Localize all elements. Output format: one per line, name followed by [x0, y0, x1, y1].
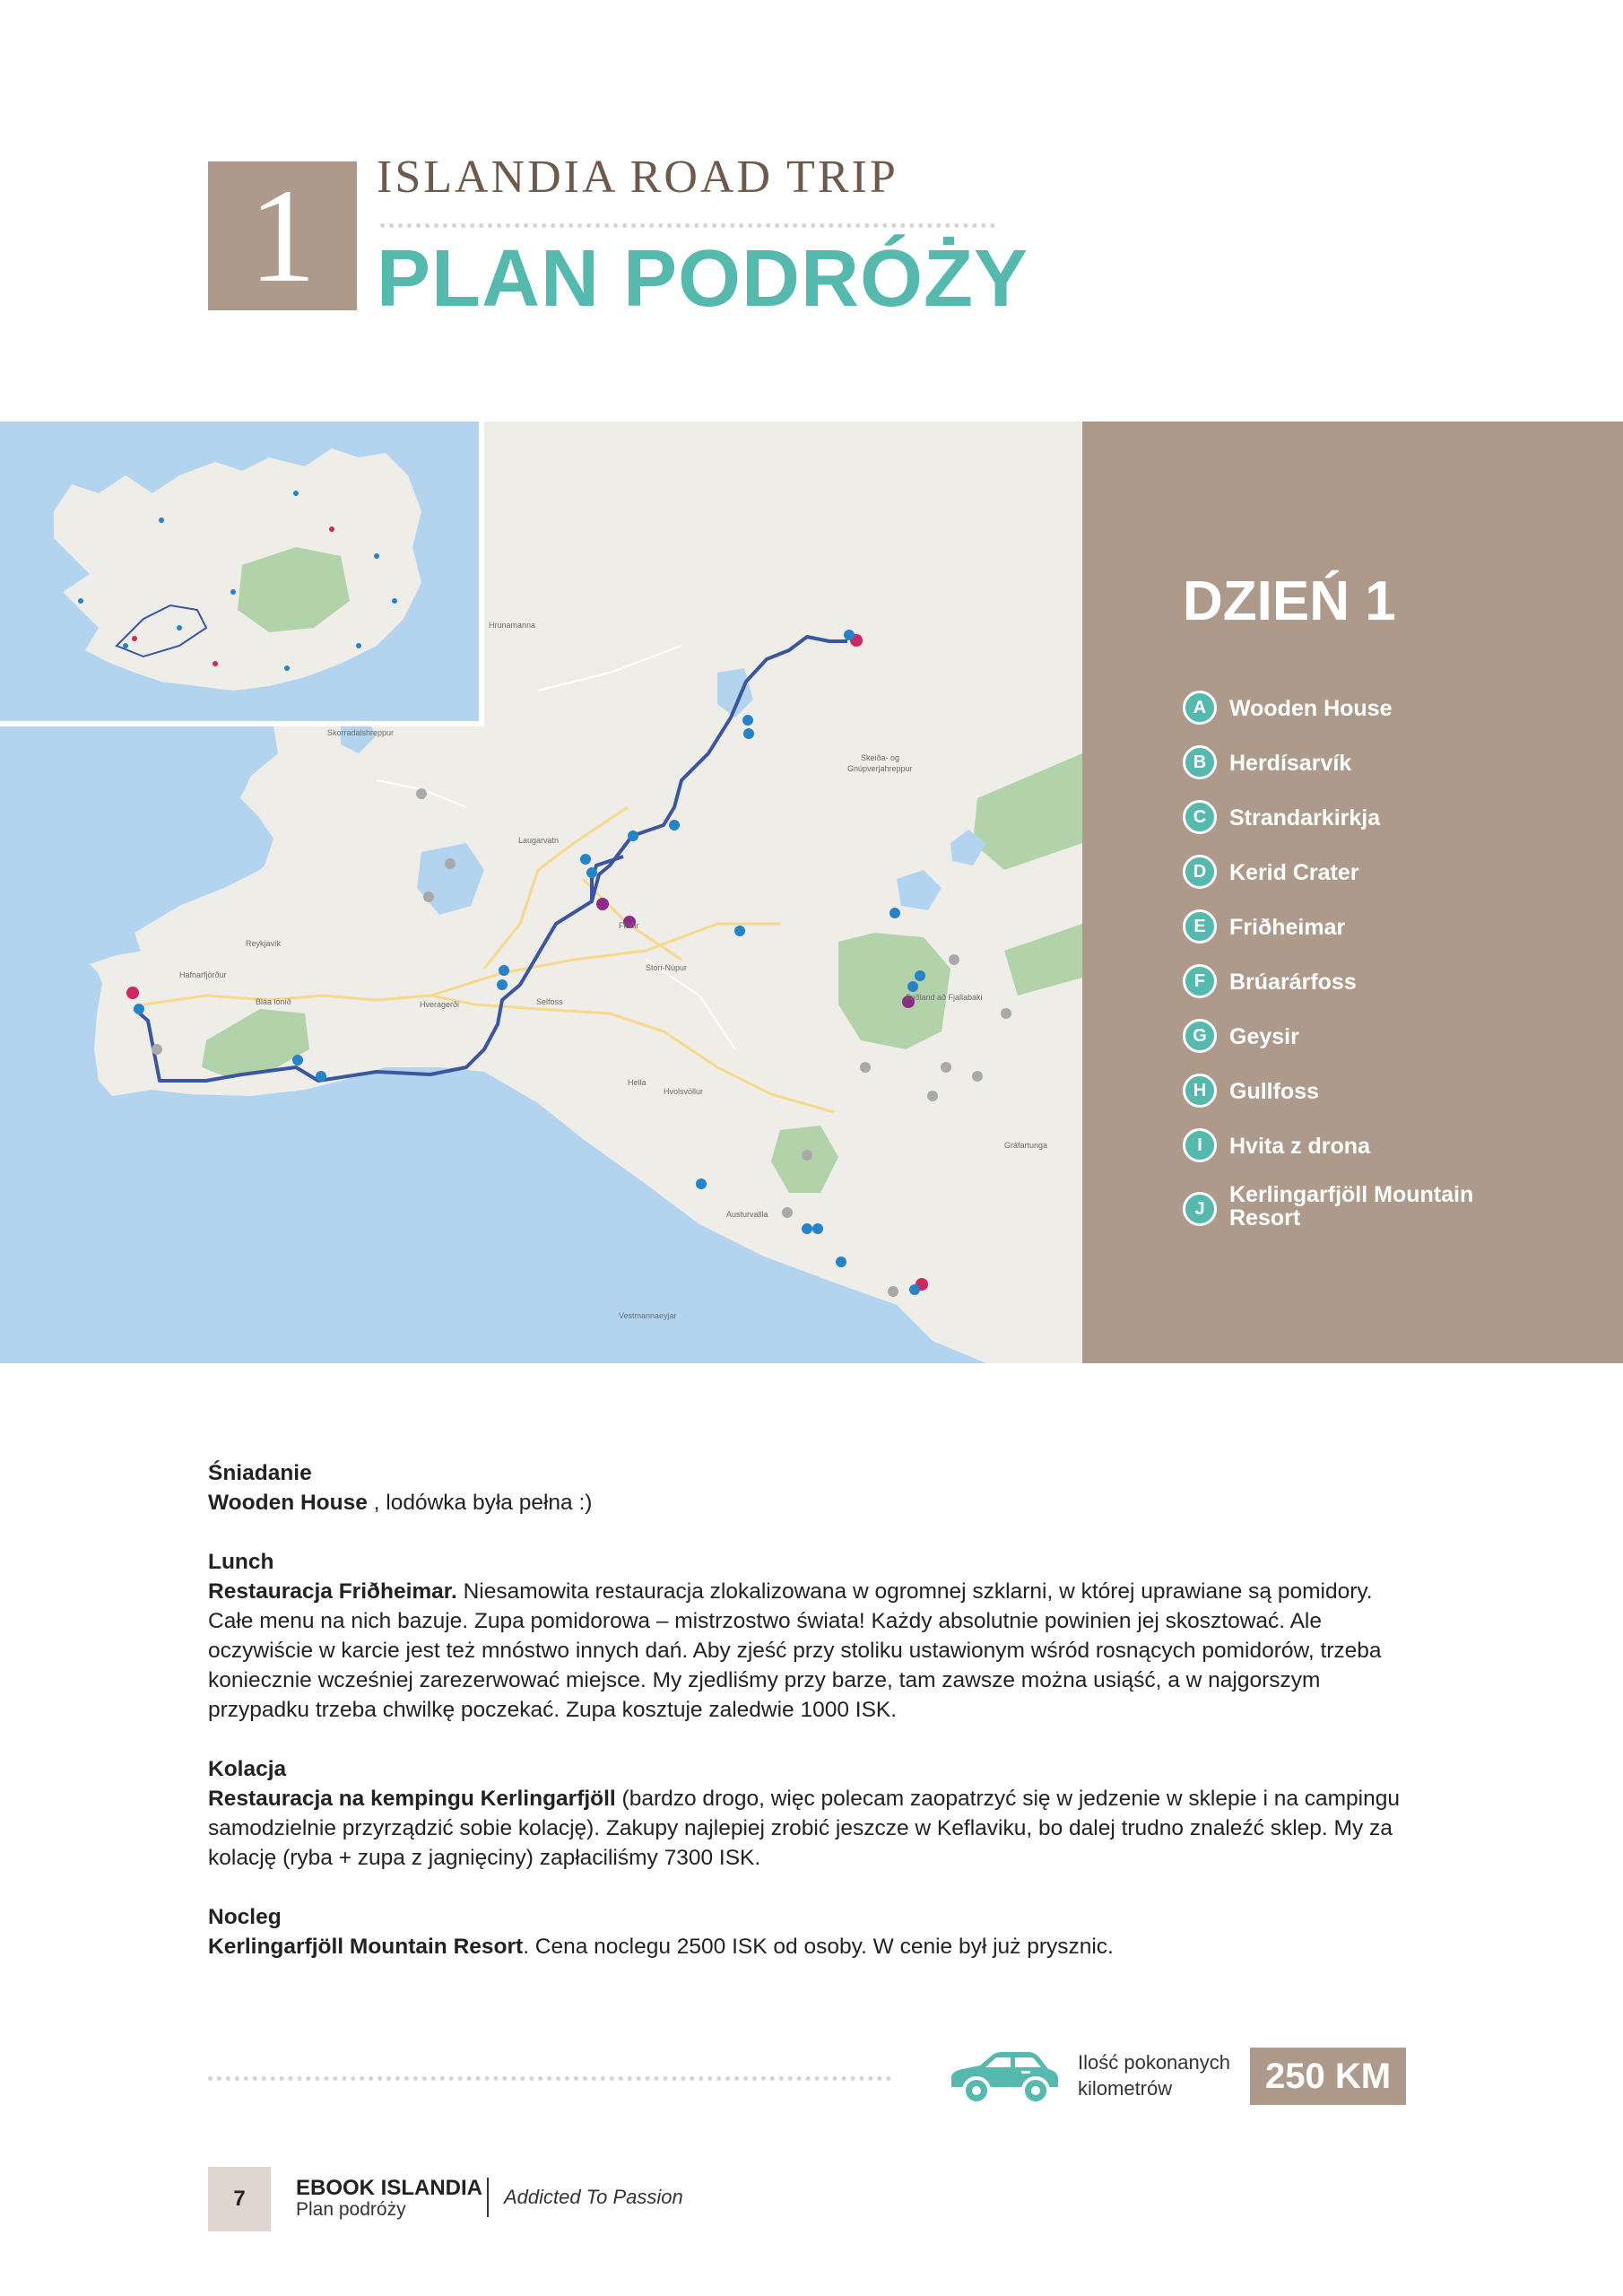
stop-item: [1183, 1019, 1498, 1053]
svg-text:Reykjavík: Reykjavík: [246, 939, 282, 948]
svg-text:Gnúpverjahreppur: Gnúpverjahreppur: [847, 764, 913, 773]
stop-item: [1183, 1128, 1498, 1162]
svg-text:Hrunamanna: Hrunamanna: [489, 621, 536, 630]
stop-item: [1183, 1074, 1498, 1108]
svg-text:Hafnarfjörður: Hafnarfjörður: [179, 970, 227, 979]
footer-tagline: Addicted To Passion: [504, 2186, 683, 2208]
night-heading: Nocleg: [208, 1905, 282, 1929]
stop-badge: J: [1183, 1192, 1217, 1226]
svg-text:Hella: Hella: [628, 1078, 647, 1087]
distance-label: [1078, 2049, 1230, 2101]
breakfast-section: [208, 1458, 1410, 1518]
dinner-heading: Kolacja: [208, 1757, 287, 1781]
breakfast-text: , lodówka była pełna :): [367, 1491, 593, 1515]
distance-value: 250 KM: [1250, 2048, 1406, 2105]
stop-name: Kerlingarfjöll Mountain Resort: [1229, 1182, 1474, 1231]
header-dotted-divider: [380, 223, 995, 228]
svg-text:Hveragerði: Hveragerði: [420, 1000, 460, 1009]
lunch-heading: Lunch: [208, 1550, 274, 1574]
day-title: DZIEŃ 1: [1183, 570, 1396, 632]
svg-text:Vestmannaeyjar: Vestmannaeyjar: [619, 1311, 677, 1320]
svg-text:Stóri-Núpur: Stóri-Núpur: [646, 963, 688, 972]
stop-item: [1183, 964, 1498, 998]
footer-subtitle: Plan podróży: [296, 2199, 406, 2220]
stop-name: Strandarkirkja: [1229, 805, 1381, 831]
chapter-number: 1: [248, 161, 317, 310]
distance-label-line1: Ilość pokonanych: [1078, 2051, 1230, 2074]
dinner-place: Restauracja na kempingu Kerlingarfjöll: [208, 1787, 616, 1811]
stop-name: Kerid Crater: [1229, 860, 1359, 885]
lunch-place: Restauracja Friðheimar.: [208, 1579, 457, 1604]
lunch-text: Niesamowita restauracja zlokalizowana w ogromnej szklarni, w której uprawiane są pomidory. Całe menu na nich bazuje. Zupa pomidorowa – mistrzostwo świata! Każdy absolutnie powinien jej skosztować. Ale oczywiście w karcie jest też mnóstwo innych dań. Aby zjeść przy stoliku ustawionym wśród rosnących pomidorów, trzeba koniecznie wcześniej zarezerwować miejsce. My zjedliśmy przy barze, tam zawsze można usiąść, a w najgorszym przypadku trzeba chwilkę poczekać. Zupa kosztuje zaledwie 1000 ISK.: [208, 1579, 1382, 1722]
night-place: Kerlingarfjöll Mountain Resort: [208, 1935, 524, 1959]
stop-name: Hvita z drona: [1229, 1134, 1370, 1159]
stop-badge: E: [1183, 909, 1217, 944]
stop-badge: C: [1183, 800, 1217, 834]
day-description: [208, 1458, 1410, 1991]
svg-text:Skeiða- og: Skeiða- og: [861, 753, 900, 762]
svg-text:Gráfartunga: Gráfartunga: [1004, 1141, 1048, 1150]
svg-text:Bláa lónið: Bláa lónið: [256, 997, 291, 1006]
stop-name: Gullfoss: [1229, 1079, 1320, 1104]
stop-name: Geysir: [1229, 1024, 1299, 1049]
stop-item: [1183, 909, 1498, 944]
night-text: . Cena noclegu 2500 ISK od osoby. W cenie był już prysznic.: [523, 1935, 1114, 1959]
svg-text:Flúðir: Flúðir: [619, 921, 639, 930]
svg-text:Laugarvatn: Laugarvatn: [518, 836, 560, 845]
stop-name: Friðheimar: [1229, 915, 1346, 940]
breakfast-heading: Śniadanie: [208, 1461, 312, 1485]
distance-dotted-divider: [208, 2076, 891, 2081]
night-section: [208, 1902, 1410, 1961]
stop-item: [1183, 1183, 1498, 1230]
kicker-title: ISLANDIA ROAD TRIP: [377, 152, 898, 203]
dinner-text: (bardzo drogo, więc polecam zaopatrzyć się w jedzenie w sklepie i na campingu samodzielnie przyrządzić sobie kolację). Zakupy najlepiej zrobić jeszcze w Keflaviku, bo dalej trudno znaleźć sklep. My za kolację (ryba + zupa z jagnięciny) zapłaciliśmy 7300 ISK.: [208, 1787, 1401, 1870]
dinner-section: [208, 1754, 1410, 1873]
lunch-section: [208, 1547, 1410, 1725]
stop-badge: B: [1183, 745, 1217, 779]
stop-item: [1183, 745, 1498, 779]
stop-badge: I: [1183, 1128, 1217, 1162]
svg-text:Friðland að Fjallabaki: Friðland að Fjallabaki: [906, 993, 983, 1002]
car-icon: [946, 2048, 1063, 2111]
stop-item: [1183, 691, 1498, 725]
chapter-number-box: [208, 161, 357, 310]
route-map: [0, 422, 1082, 1363]
stop-badge: D: [1183, 855, 1217, 889]
stop-badge: F: [1183, 964, 1217, 998]
stop-badge: A: [1183, 691, 1217, 725]
svg-text:Skorradalshreppur: Skorradalshreppur: [327, 728, 395, 737]
page-title: PLAN PODRÓŻY: [377, 234, 1029, 324]
day-panel: [1082, 422, 1623, 1363]
footer-title: EBOOK ISLANDIA: [296, 2176, 483, 2200]
stop-item: [1183, 855, 1498, 889]
stop-name: Wooden House: [1229, 696, 1393, 721]
page-number: 7: [208, 2167, 271, 2231]
stop-item: [1183, 800, 1498, 834]
stop-name: Herdísarvík: [1229, 751, 1352, 776]
distance-label-line2: kilometrów: [1078, 2077, 1173, 2100]
stop-name: Brúarárfoss: [1229, 970, 1357, 995]
svg-text:Selfoss: Selfoss: [536, 997, 563, 1006]
svg-text:Hvolsvöllur: Hvolsvöllur: [664, 1087, 704, 1096]
svg-text:Austurvallla: Austurvallla: [726, 1210, 768, 1219]
stop-badge: H: [1183, 1074, 1217, 1108]
footer-separator: [487, 2178, 489, 2217]
breakfast-place: Wooden House: [208, 1491, 368, 1515]
stop-badge: G: [1183, 1019, 1217, 1053]
